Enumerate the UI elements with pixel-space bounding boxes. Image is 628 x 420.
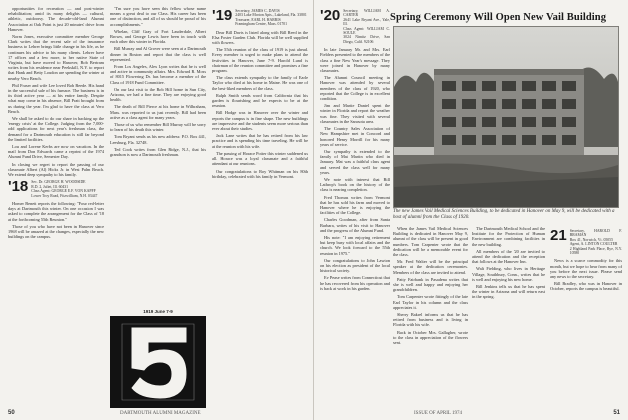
paragraph: Dear Bill Davis is listed along with Bill Reed in the Elsa Foster Garden Club. Florida will be well supplied with flowers. — [212, 29, 308, 46]
paragraph: Homer Benett reports the following: "Four red-letter days at Dartmouth this winter. On one occasion I was asked to complete the arrangement for the Class of '18 at the forthcoming 55th Reunion." — [8, 200, 104, 222]
paragraph: Ralph Smith sends word from California that his garden is flourishing and he expects to be at the reunion. — [212, 92, 308, 109]
paragraph: When the James Vail Medical Sciences Building is dedicated in Hanover May 9, alumni of the class will be present in good numbers. Tom Carpenter wrote that the dedication will be a memorable event for the class. — [393, 226, 468, 258]
right-column-2 — [393, 226, 468, 404]
class-year-number: '18 — [8, 178, 29, 196]
class-year-number: '20 — [320, 7, 341, 24]
secretary-address: R.D. 2, Juliet, Ill. 60431 — [31, 184, 69, 189]
paragraph: The class extends sympathy to the family of Earle Taylor who died at his home in Maine. He was one of the best-liked members of the class. — [212, 75, 308, 91]
footer-magazine-title: DARTMOUTH ALUMNI MAGAZINE — [120, 411, 201, 416]
agent-line: Class Agent: WILLIAM C. SOULE — [343, 26, 390, 36]
paragraph: Charles Goodman, after from Santa Barbara, writes of his visit to Hanover and the progress of the Alumni Fund. — [320, 217, 390, 233]
paragraph: Sherry Bakrel informs us that he has retired from business and is living in Florida with his wife. — [393, 312, 468, 328]
col1-paragraphs — [8, 6, 104, 177]
paragraph: Walt Fielding, who lives in Heritage Village, Southbury, Conn., writes that he is well and enjoying his new home. — [472, 266, 545, 282]
footer-issue-date: ISSUE OF APRIL 1974 — [414, 411, 463, 416]
class-21-header — [550, 229, 622, 255]
paragraph: The Alumni Council meeting in Hanover was attended by several members of the class of 1920, who reported that the College is in excellent condition. — [320, 75, 390, 102]
paragraph: Jim and Martie Daniel spent the winter in Florida and report the weather was fine. They visited with several classmates in the Sarasota area. — [320, 103, 390, 124]
paragraph: Bill Hodge was in Hanover over the winter and reports the campus is in fine shape. The new buildings are impressive and the students seem more serious than ever about their studies. — [212, 110, 308, 132]
agent-line: Agent, A. LINTON COULTER — [569, 242, 618, 247]
class-year-number: 21 — [550, 227, 567, 244]
left-column-3 — [212, 6, 308, 404]
paragraph: Our sympathy is extended to the family of Mat Martin who died in January. Mat was a faithful class agent and served the class well for many years. — [320, 148, 390, 175]
page-number-right: 51 — [613, 410, 620, 416]
agent-address: 3024 Nimitz Drive, San Diego, Calif. 92106 — [343, 35, 390, 44]
paragraph: Bill Bradley, who was in Hanover in October, reports the campus is beautiful. — [550, 281, 622, 292]
paragraph: Whelan, Cliff Gray of Fort Lauderdale, Albert Brown, and George Lewis have been in touch with each other this winter in Florida. — [110, 28, 206, 45]
right-column-1 — [320, 6, 390, 404]
paragraph: All members of the '20 are invited to attend the dedication and the reception that follows at the Hanover Inn. — [472, 248, 545, 265]
reunion-poster-image — [110, 316, 206, 408]
paragraph: On our last visit to the Bob Hill home in Sun City, Arizona, we had a fine time. They are enjoying good health. — [110, 86, 206, 103]
paragraph: The passing of Horace Potter this winter saddened us all. Horace was a loyal classmate and a faithful attendant at our reunions. — [212, 150, 308, 167]
paragraph: Norm Jones, executive committee member George Clark writes that the recent sale of the insurance business to Lehrer brings little change in his life, as he continues his advice to his many clients. Lehrer have 17 offices and a few more, to her native State of Virginia, but have moved to Hanover, Bob Bertram writes from his residence near Peekskill, N.Y. to report that Hank and Betty Loudon are spending the winter at nearby Vero Beach. — [8, 34, 104, 81]
paragraph: We note with interest that Bill Lathrop's book on the history of the class is nearing completion. — [320, 176, 390, 193]
poster-label: 1919 June 7-9 — [143, 309, 173, 314]
building-photo-graphic — [394, 27, 618, 207]
secretary-line: Sec. Dr. GEORGE H. WOODSIDE — [31, 180, 86, 185]
class-20-header — [320, 9, 390, 44]
agent-address: Framingham Centre, Mass. 01701 — [235, 22, 288, 27]
paragraph: Back in October Mrs. Gallagher, wrote to the class in appreciation of the flowers sent. — [393, 329, 468, 346]
right-column-4 — [550, 226, 622, 404]
class-19-header — [212, 9, 308, 27]
page-number-left: 50 — [8, 410, 15, 416]
paragraph: In late January Mr. and Mrs. Earl Fielders presented to the members of the class a fine New Year's message. They were joined in Hanover by many classmates. — [320, 47, 390, 74]
class-contact-info — [31, 180, 97, 198]
secretary-address: 2641 Lake Bryant Ave., Yale, Ill. — [343, 17, 390, 27]
paragraph: The Country Sales Association of New Hampshire met in Concord and honored Henry Morrill for his many years of service. — [320, 126, 390, 147]
secretary-line: Secretary, WILLIAM A. CARTER — [343, 9, 390, 18]
right-column-3 — [472, 226, 545, 308]
paragraph: Ev Pease writes from Connecticut that he has recovered from his operation and is back at work in his garden. — [320, 275, 390, 291]
left-column-1 — [8, 6, 104, 404]
paragraph: His note: "I am enjoying retirement but keep busy with local affairs and the church. We look forward to the 55th reunion in 1975." — [320, 234, 390, 256]
article-headline: Spring Ceremony Will Open New Vail Building — [390, 12, 607, 23]
class-18-header — [8, 180, 104, 198]
paragraph: News is a scarce commodity for this month, but we hope to hear from many of you before the next issue. Please send any news to the secretary. — [550, 258, 622, 280]
paragraph: opportunities for recreation — and post-winter rehabilitation; amid its many delights — cultural, athletic, outdoorsy. The decade-old-land Alumni Association at Oak Point is just 20 minutes' drive from Hanover. — [8, 6, 104, 32]
agent-address: 2 Highland Park Place, Rye, N.Y. 10580 — [569, 246, 622, 256]
reunion-poster-block — [110, 307, 206, 408]
agent-address: Lower Troy Road, Fitzwilliam, N.H. 03447 — [31, 193, 98, 198]
paragraph: Mr. Fred Walter will be the principal speaker at the dedication ceremonies. Members of the class are invited to attend. — [393, 259, 468, 275]
paragraph: Phil Fraser and wife Lee loved Bob Beede. His hand in the successful sale of his furnace. The business is in its third active year — at his entire family. Despite what may come in his absence, Bill Pratt brought from us during the year. I'm glad to have the class at Vero Beach. — [8, 82, 104, 114]
paragraph: Those of you who have not been in Hanover since 1968 will be amazed at the changes, especially the new buildings on the campus. — [8, 223, 104, 240]
paragraph: Those of us who remember Bill Murray will be sorry to learn of his death this winter. — [110, 122, 206, 133]
paragraph: The death of Bill Pierce at his home in Wilbraham, Mass. was reported to us just recently. Bill had been active as a class agent for many years. — [110, 104, 206, 120]
paragraph: Tom Carpenter wrote fittingly of the late Earl Taylor in his column and the class appreciates it. — [393, 294, 468, 310]
paragraph: Tom Bryant sends us his new address: P.O. Box 441, Leesburg, Fla. 32748. — [110, 134, 206, 145]
class-contact-info — [235, 9, 307, 27]
paragraph: Bill Murray and Al Grover were seen at a Dartmouth dinner in Boston and report that the class is well represented. — [110, 46, 206, 62]
vail-building-photo — [393, 26, 619, 208]
paragraph: Fred Thomas writes from Vermont that he has sold his farm and moved to Hanover where he is enjoying the facilities of the College. — [320, 194, 390, 216]
class-contact-info — [343, 9, 390, 44]
paragraph: Patty Fairbank in Pasadena writes that she is well and happy and enjoying her grandchildren. — [393, 276, 468, 293]
agent-line: Class Agent: GEORGE E.F. VON KAPFF — [31, 189, 96, 194]
paragraph: The Dartmouth Medical School and the Institute for the Protection of Human Environment are combining facilities in the new building. — [472, 226, 545, 247]
paragraph: Our congratulations to Roy Whitman on his 80th birthday, celebrated with his family in Vermont. — [212, 168, 308, 179]
secretary-line: Secretary, HAROLD F. BRAMAN — [569, 229, 622, 238]
paragraph: Lou and Lorene Kerbs are now on vacation. In the mail from Don Edwards came a reprint of the 1974 Alumni Fund Drive, Semester Day. — [8, 144, 104, 160]
class-contact-info — [570, 229, 622, 255]
paragraph: "I'm sure you have seen this fellow whose name means a great deal to our Class. His career has been one of distinction, and all of us should be proud of his accomplishments." — [110, 6, 206, 27]
paragraph: In closing we regret to report the passing of our classmate Albert (Al) Hicks Jr. in West Palm Beach. We extend deep sympathy to his family. — [8, 161, 104, 178]
paragraph: We shall be asked to do our share in backing up the 'energy crisis' at the College. Judging from the 7,000-odd applications for next year's freshman class, the demand for a Dartmouth education is still far beyond the limited facilities. — [8, 116, 104, 142]
secretary-address: 2403 Lake Morton Apts., Lakeland, Fla. 33801 — [235, 13, 307, 18]
photo-caption: The new James Vail Medical Sciences Building, to be dedicated in Hanover on May 9, will be dedicated with a host of alumni from the Class of 1920. — [393, 209, 615, 220]
left-column-2 — [110, 6, 206, 306]
paragraph: Ted Cook writes from Glen Ridge, N.J., that his grandson is now a Dartmouth freshman. — [110, 146, 206, 158]
secretary-line: Secretary, JAMES C. DAVIS — [235, 9, 280, 13]
paragraph: From Los Angeles, Alex Lyon writes that he is well and active in community affairs. Mrs. Edward R. Moss of 8015 Flowering Dr. has become a member of the Class of 1918 Fund Committee. — [110, 64, 206, 85]
agent-line: Treasurer, EARL H. HARRIS — [235, 17, 281, 22]
paragraph: Bill Jenkins tells us that he has spent the winter in Arizona and will return east in the spring. — [472, 284, 545, 300]
class-year-number: '19 — [212, 7, 233, 24]
paragraph: Jack Lane writes that he has retired from his law practice and is spending his time traveling. He will be at the reunion with his wife. — [212, 133, 308, 149]
paragraph: The 55th reunion of the class of 1919 is just ahead. Every member is urged to make plans to attend the festivities in Hanover, June 7-9. Harold Lund is chairman of the reunion committee and promises a fine program. — [212, 47, 308, 74]
secretary-address: Box 41, Norwich, Vt. 05055 — [569, 237, 613, 242]
paragraph: Our congratulations to John Lawton on his election as president of the local historical society. — [320, 257, 390, 274]
numeral-five-graphic — [110, 316, 206, 408]
